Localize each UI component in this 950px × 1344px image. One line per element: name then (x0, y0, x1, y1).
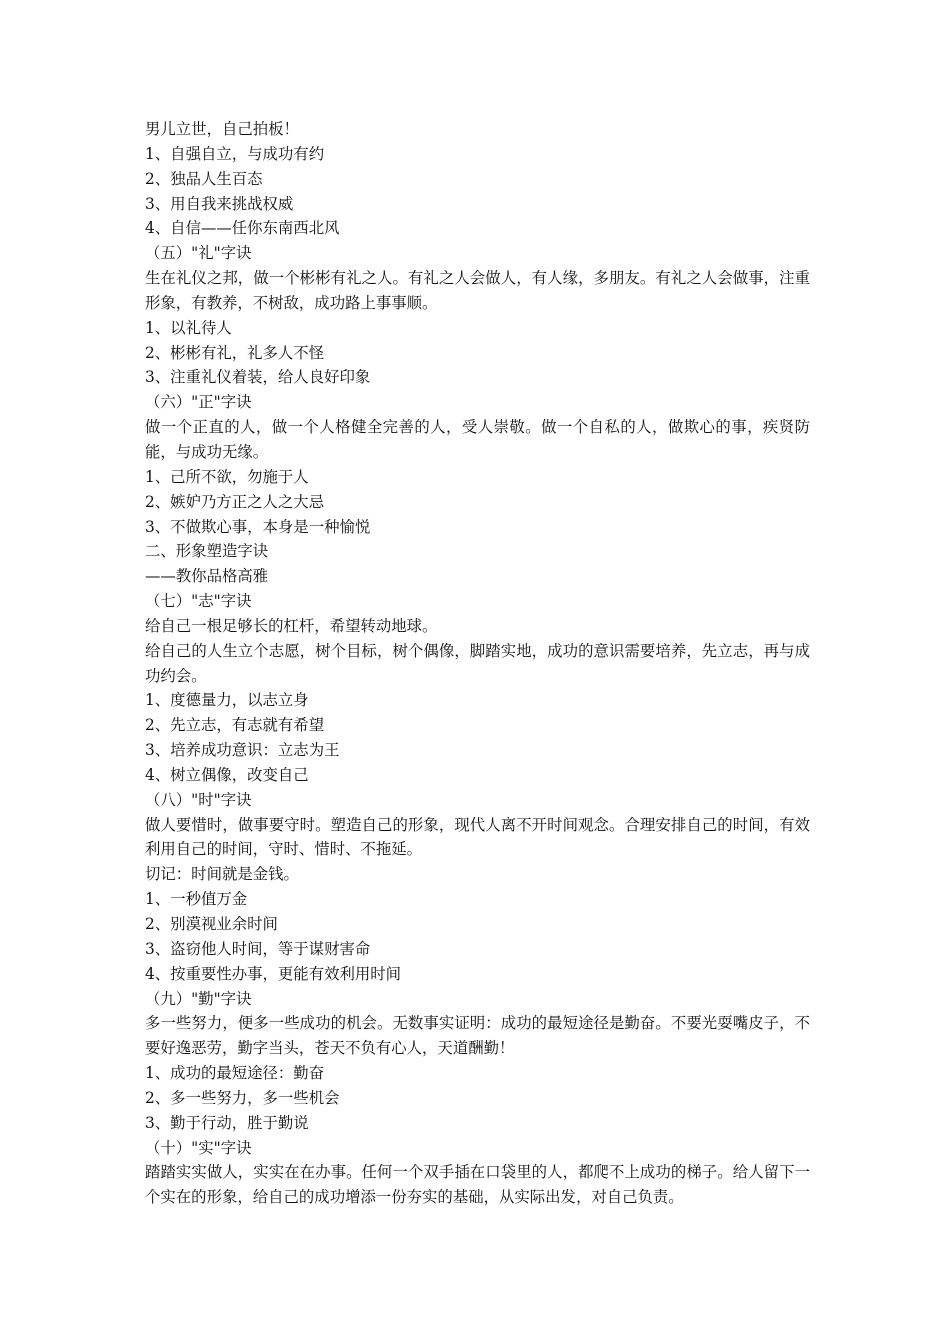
section-heading-zhi: （七）"志"字诀 (145, 592, 252, 611)
list-item: 4、按重要性办事，更能有效利用时间 (145, 964, 402, 983)
list-item: 1、成功的最短途径：勤奋 (145, 1064, 325, 1083)
list-item: 1、以礼待人 (145, 318, 232, 337)
list-item: 2、嫉妒乃方正之人之大忌 (145, 492, 325, 511)
list-item: 4、自信——任你东南西北风 (145, 219, 340, 238)
paragraph: 做人要惜时，做事要守时。塑造自己的形象，现代人离不开时间观念。合理安排自己的时间，有效利用自己的时间，守时、惜时、不拖延。 (145, 815, 810, 859)
chapter-heading: 二、形象塑造字诀 (145, 542, 269, 561)
document-body (145, 117, 810, 1210)
list-item: 3、盗窃他人时间，等于谋财害命 (145, 939, 371, 958)
list-item: 1、己所不欲，勿施于人 (145, 467, 309, 486)
paragraph: 给自己的人生立个志愿，树个目标，树个偶像，脚踏实地，成功的意识需要培养，先立志，再与成功约会。 (145, 641, 810, 685)
list-item: 2、彬彬有礼，礼多人不怪 (145, 343, 325, 362)
paragraph: 踏踏实实做人，实实在在办事。任何一个双手插在口袋里的人，都爬不上成功的梯子。给人留下一个实在的形象，给自己的成功增添一份夯实的基础，从实际出发，对自己负责。 (145, 1163, 810, 1207)
section-heading-qin: （九）"勤"字诀 (145, 989, 252, 1008)
list-item: 3、不做欺心事，本身是一种愉悦 (145, 517, 371, 536)
paragraph: 切记：时间就是金钱。 (145, 865, 299, 884)
list-item: 2、先立志，有志就有希望 (145, 716, 325, 735)
list-item: 2、多一些努力，多一些机会 (145, 1088, 340, 1107)
paragraph: 多一些努力，便多一些成功的机会。无数事实证明：成功的最短途径是勤奋。不要光耍嘴皮子，不要好逸恶劳，勤字当头，苍天不负有心人，天道酬勤！ (145, 1014, 810, 1058)
list-item: 1、一秒值万金 (145, 890, 248, 909)
list-item: 3、勤于行动，胜于勤说 (145, 1113, 309, 1132)
list-item: 1、度德量力，以志立身 (145, 691, 309, 710)
list-item: 2、独品人生百态 (145, 169, 263, 188)
paragraph: 生在礼仪之邦，做一个彬彬有礼之人。有礼之人会做人，有人缘，多朋友。有礼之人会做事，注重形象，有教养，不树敌，成功路上事事顺。 (145, 269, 810, 312)
section-heading-shi: （八）"时"字诀 (145, 790, 252, 809)
list-item: 3、培养成功意识：立志为王 (145, 741, 340, 760)
paragraph: 给自己一根足够长的杠杆，希望转动地球。 (145, 616, 438, 635)
list-item: 2、别漠视业余时间 (145, 915, 278, 933)
list-item: 4、树立偶像，改变自己 (145, 765, 309, 784)
list-item: 3、用自我来挑战权威 (145, 194, 294, 213)
section-heading-li: （五）"礼"字诀 (145, 244, 252, 263)
paragraph: 做一个正直的人，做一个人格健全完善的人，受人崇敬。做一个自私的人，做欺心的事，疾贤防能，与成功无缘。 (145, 418, 810, 461)
chapter-subtitle: ——教你品格高雅 (145, 567, 269, 586)
list-item: 3、注重礼仪着装，给人良好印象 (145, 368, 371, 387)
paragraph-intro: 男儿立世，自己拍板！ (145, 120, 299, 138)
section-heading-shi-real: （十）"实"字诀 (145, 1138, 252, 1157)
list-item: 1、自强自立，与成功有约 (145, 144, 325, 163)
section-heading-zheng: （六）"正"字诀 (145, 393, 252, 412)
